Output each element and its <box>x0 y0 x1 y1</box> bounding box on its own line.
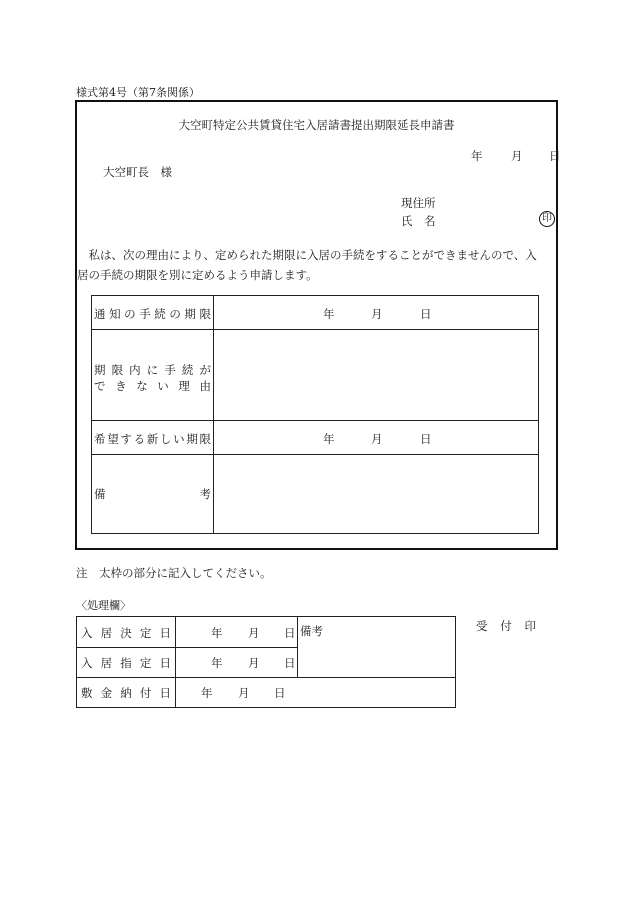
label-char: が <box>199 363 211 377</box>
label-char: 限 <box>199 307 211 321</box>
application-date[interactable] <box>471 148 561 164</box>
label-char: 望 <box>107 432 119 446</box>
column-divider <box>297 617 298 677</box>
label-char: 付 <box>500 619 512 633</box>
column-divider <box>175 617 176 707</box>
receipt-stamp-area <box>476 618 536 634</box>
statement-line-2: 居の手続の期限を別に定めるよう申請します。 <box>77 268 318 282</box>
label-char: 期 <box>184 307 196 321</box>
label-char: 納 <box>120 686 132 700</box>
label-reason-line-2 <box>94 378 211 394</box>
label-char: 決 <box>120 626 132 640</box>
row-divider <box>77 647 297 648</box>
label-char: の <box>169 307 181 321</box>
label-notified-deadline <box>94 306 211 322</box>
remarks-label: 備考 <box>300 624 323 638</box>
label-char: 通 <box>94 307 106 321</box>
label-char: 手 <box>139 307 151 321</box>
label-char: に <box>146 363 159 377</box>
addressee: 大空町長 様 <box>103 165 172 179</box>
name-label: 氏 名 <box>401 214 436 228</box>
form-title: 大空町特定公共賃貸住宅入居請書提出期限延長申請書 <box>178 118 455 132</box>
receipt-stamp-label <box>476 618 536 634</box>
ymd-day: 日 <box>284 626 296 640</box>
label-char: 日 <box>159 686 171 700</box>
label-char: 備 <box>94 487 106 501</box>
label-char: 内 <box>129 363 141 377</box>
label-char: 期 <box>94 363 106 377</box>
ymd-year: 年 <box>211 626 223 640</box>
label-char: 知 <box>109 307 121 321</box>
label-char: し <box>159 432 172 446</box>
application-statement <box>77 245 556 285</box>
reason-field[interactable] <box>214 330 538 420</box>
label-char: 日 <box>159 626 171 640</box>
details-table <box>91 295 539 534</box>
ymd-month: 月 <box>371 432 383 446</box>
label-char: 限 <box>199 432 211 446</box>
statement-line-1: 私は、次の理由により、定められた期限に入居の手続をすることができませんので、入 <box>77 248 537 262</box>
label-move-in-designation-date <box>81 655 171 671</box>
label-char: 受 <box>476 619 488 633</box>
ymd-day: 日 <box>420 432 432 446</box>
label-char: 指 <box>120 656 132 670</box>
label-char: い <box>157 379 169 393</box>
label-char: 居 <box>100 656 113 670</box>
label-deposit-payment-date <box>81 685 171 701</box>
label-char: 定 <box>139 626 152 640</box>
processing-heading: 〈処理欄〉 <box>76 599 131 612</box>
label-char: き <box>115 379 127 393</box>
ymd-year: 年 <box>323 432 335 446</box>
label-char: 期 <box>186 432 198 446</box>
label-char: 手 <box>164 363 176 377</box>
address-label: 現住所 <box>401 196 436 210</box>
ymd-month: 月 <box>248 656 260 670</box>
ymd-day: 日 <box>420 307 432 321</box>
label-char: す <box>120 432 132 446</box>
label-char: な <box>136 379 148 393</box>
label-desired-deadline <box>94 431 211 447</box>
label-char: 付 <box>139 686 152 700</box>
date-year: 年 <box>471 149 483 163</box>
label-char: 考 <box>199 487 211 501</box>
ymd-day: 日 <box>284 656 296 670</box>
seal-mark: 印 <box>539 211 555 227</box>
label-remarks <box>94 486 211 502</box>
label-char: 入 <box>81 656 93 670</box>
label-char: 新 <box>146 432 159 446</box>
row-divider <box>92 420 538 421</box>
form-id: 様式第4号（第7条関係） <box>76 86 200 99</box>
date-month: 月 <box>511 149 523 163</box>
ymd-year: 年 <box>201 686 213 700</box>
label-char: 由 <box>199 379 211 393</box>
label-move-in-decision-date <box>81 625 171 641</box>
processing-table <box>76 616 456 708</box>
label-char: 希 <box>94 432 106 446</box>
date-day: 日 <box>549 149 561 163</box>
label-char: 理 <box>178 379 190 393</box>
label-char: 金 <box>100 686 113 700</box>
ymd-day: 日 <box>274 686 286 700</box>
label-char: 定 <box>139 656 152 670</box>
label-char: る <box>133 432 146 446</box>
label-char: い <box>173 432 185 446</box>
remarks-field[interactable] <box>214 455 538 533</box>
label-char: 印 <box>524 619 536 633</box>
ymd-month: 月 <box>248 626 260 640</box>
label-char: 続 <box>154 307 166 321</box>
label-char: の <box>124 307 136 321</box>
row-divider <box>77 677 455 678</box>
ymd-year: 年 <box>211 656 223 670</box>
ymd-month: 月 <box>371 307 383 321</box>
label-char: 居 <box>100 626 113 640</box>
label-char: 入 <box>81 626 93 640</box>
label-reason-line-1 <box>94 362 211 378</box>
note: 注 太枠の部分に記入してください。 <box>76 566 272 580</box>
ymd-month: 月 <box>238 686 250 700</box>
label-char: で <box>94 379 106 393</box>
ymd-year: 年 <box>323 307 335 321</box>
label-char: 続 <box>181 363 194 377</box>
application-frame <box>75 100 561 550</box>
label-char: 敷 <box>81 686 93 700</box>
label-char: 限 <box>111 363 124 377</box>
label-char: 日 <box>159 656 171 670</box>
